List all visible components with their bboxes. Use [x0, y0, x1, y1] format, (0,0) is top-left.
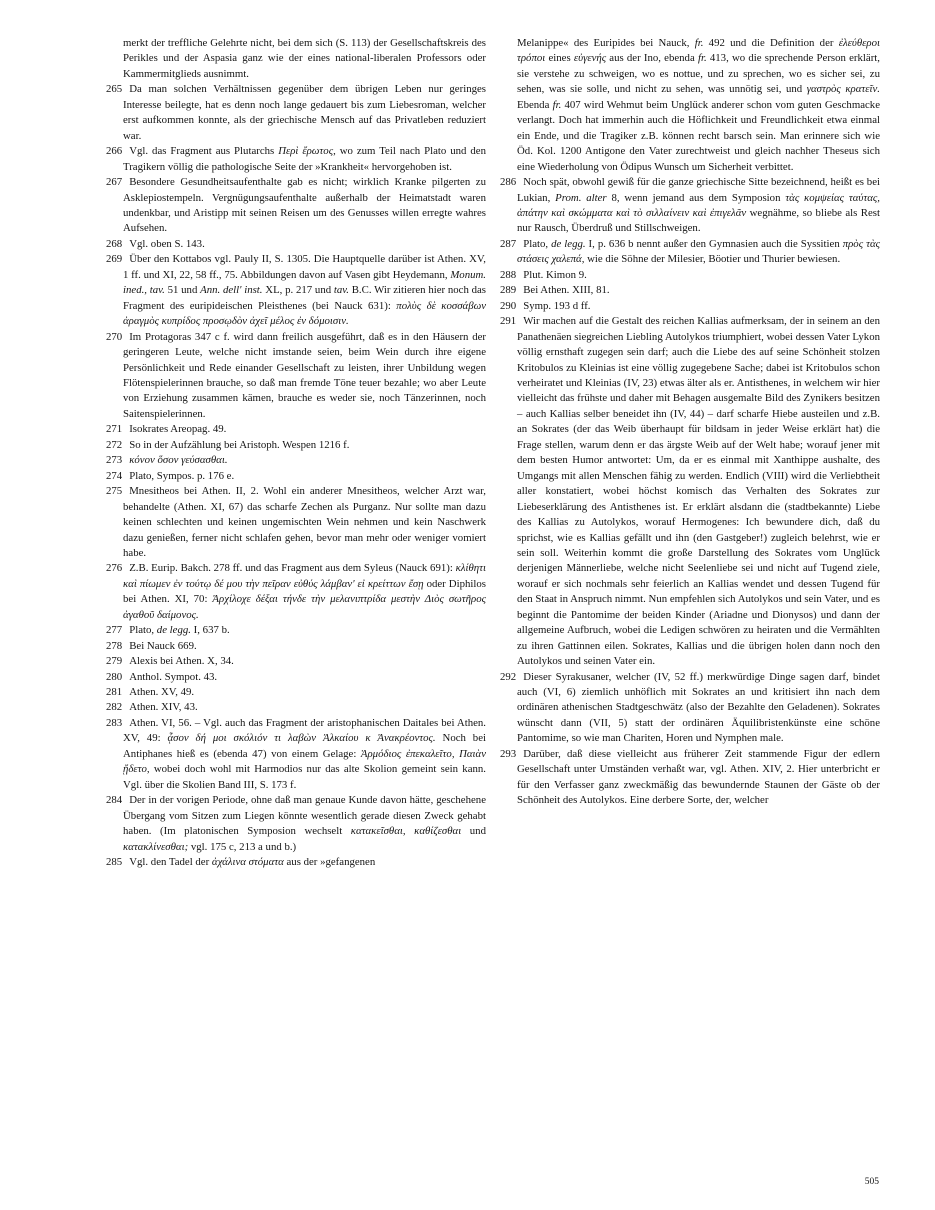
- note-text: So in der Aufzählung bei Aristoph. Wespen 1216 f.: [129, 438, 350, 451]
- note-number: 273: [106, 454, 123, 467]
- endnote-item: [106, 82, 486, 144]
- note-number: 281: [106, 686, 123, 699]
- endnote-item: [500, 314, 880, 669]
- endnote-item: [500, 299, 880, 314]
- endnote-item: [106, 330, 486, 423]
- endnote-item: [500, 268, 880, 283]
- note-text: Dieser Syrakusaner, welcher (IV, 52 ff.) merkwürdige Dinge sagen darf, bindet auch (VI, 6) ziemlich unhöflich mit Sokrates an und kritisiert ihn nach dem ordinären athenischen Stadtgeschwätz (also der Bezahlte den Geladenen). Sokrates wünscht dann (VII, 5) statt der ordinären Äquilibristenkünste eine schöne Pantomime, so wie man Chariten, Horen und Nymphen male.: [517, 670, 880, 745]
- endnote-item: [106, 685, 486, 700]
- endnote-item: [106, 252, 486, 329]
- note-text: Z.B. Eurip. Bakch. 278 ff. und das Fragment aus dem Syleus (Nauck 691): κλίθητι καὶ πίωμεν ἐν τούτῳ δέ μου τὴν πεῖραν εὐθύς λάμβαν' εἰ κρείττων ἔσῃ oder Diphilos bei Athen. XI, 70: Ἀρχίλοχε δέξαι τήνδε τὴν μελανιπτρίδα μεστὴν Διὸς σωτῆρος ἀγαθοῦ δαίμονος.: [123, 562, 486, 621]
- endnote-item: [106, 623, 486, 638]
- note-text: Alexis bei Athen. X, 34.: [129, 655, 234, 668]
- note-text: Bei Athen. XIII, 81.: [523, 284, 610, 297]
- note-text: Plut. Kimon 9.: [523, 268, 587, 281]
- note-number: 268: [106, 237, 123, 250]
- endnote-item: [500, 175, 880, 237]
- note-number: 285: [106, 856, 123, 869]
- endnote-item: [106, 855, 486, 870]
- note-number: 292: [500, 670, 517, 683]
- note-text: Vgl. das Fragment aus Plutarchs Περὶ ἔρωτος, wo zum Teil nach Plato und den Tragikern völlig die pathologische Seite der »Krankheit« hervorgehoben ist.: [123, 145, 486, 173]
- note-text: Vgl. oben S. 143.: [129, 237, 205, 250]
- endnote-item: [106, 422, 486, 437]
- endnote-item: [106, 716, 486, 793]
- note-number: 267: [106, 176, 123, 189]
- endnote-item: [106, 438, 486, 453]
- note-number: 265: [106, 83, 123, 96]
- note-text: Im Protagoras 347 c f. wird dann freilich ausgeführt, daß es in den Häusern der geringeren Leute, welche nicht imstande seien, beim Wein durch ihre eigene Persönlichkeit und Rede einander Gesellschaft zu leisten, ihrer Unbildung wegen Flötenspielerinnen brauche, so daß man fremde Töne teuer bezahle; wo aber Leute von Erziehung zusammen kämen, brauche es weder sie, noch Tänzerinnen, noch Saitenspielerinnen.: [123, 330, 486, 420]
- note-number: 274: [106, 469, 123, 482]
- note-number: 280: [106, 670, 123, 683]
- note-number: 291: [500, 315, 517, 328]
- note-text: Wir machen auf die Gestalt des reichen Kallias aufmerksam, der in seinem an den Panathenäen siegreichen Liebling Autolykos triumphiert, wobei dessen Vater Lykon völlig ernsthaft zugegen sein darf; auch die Liebe des auf seine Schönheit stolzen Kritobulos zu Kleinias ist eine völlig zugegebene Sache; dabei ist Kritobulos schon verheiratet und Kleinias (IV, 23) etwas älter als er. Antisthenes, in welchem wir hier vielleicht das frühste und daher mit Behagen ausgemalte Bild des Zynikers besitzen – auch Kallias selber beneidet ihn (IV, 44) – darf scharfe Hiebe austeilen und z.B. an Sokrates (der das Weib überhaupt für bildsam in jeder Weise erklärt hat) die Frage stellen, warum denn er das ärgste Weib auf der Welt habe; worauf jener mit dem besten Humor antwortet: Um, da er es einmal mit Xanthippe aushalte, des Umgangs mit allen Menschen fähig zu werden. Endlich (VIII) wird die Verliebtheit aller konstatiert, wobei höchst komisch das Verhalten des Sokrates zur Liebeserklärung des Antisthenes ist. Er erklärt alsdann die (stadtbekannte) Liebe des Kallias zu Autolykos, worauf Hermogenes: Ich bewundere dich, daß du sprichst, wie es Kallias gefällt und ihn (den Gastgeber!) zugleich belehrst, wie er sein soll. Weiterhin kommt die große Darstellung des Sokrates vom Unglück derjenigen Männerliebe, welche nicht Seelenliebe sei und nicht auf Tugend ziele, worauf er sich nochmals sehr feierlich an Kallias wendet und dessen Tugend für den Staat in Anspruch nimmt. Nun empfehlen sich Autolykos und sein Vater, und es beginnt die Pantomime der beiden Kinder (Ariadne und Dionysos) und dann der allgemeine Aufbruch, wobei die Ledigen schwören zu heiraten und die Vermählten zu ihren Gattinnen eilen. Sokrates, Kallias und die übrigen holen dann noch den Autolykos und seinen Vater ein.: [517, 315, 880, 668]
- note-text: Athen. XV, 49.: [129, 686, 195, 699]
- note-number: 290: [500, 299, 517, 312]
- note-number: 282: [106, 701, 123, 714]
- endnote-item: [106, 237, 486, 252]
- endnote-item: [106, 700, 486, 715]
- endnote-item: [106, 144, 486, 175]
- endnote-item: [106, 793, 486, 855]
- note-number: 284: [106, 794, 123, 807]
- note-text: Plato, de legg. I, 637 b.: [129, 624, 230, 637]
- note-number: 275: [106, 485, 123, 498]
- endnote-item: [106, 654, 486, 669]
- note-text: κόνον ὅσον γεύσασθαι.: [129, 454, 228, 467]
- note-number: 278: [106, 639, 123, 652]
- endnote-item: [106, 639, 486, 654]
- note-number: 287: [500, 237, 517, 250]
- note-number: 279: [106, 655, 123, 668]
- endnote-item: [106, 469, 486, 484]
- note-text: merkt der treffliche Gelehrte nicht, bei dem sich (S. 113) der Gesellschaftskreis des Perikles und der Aspasia ganz wie der eines national-liberalen Professors oder Kammermitglieds ausnimmt.: [123, 37, 486, 80]
- note-text: Noch spät, obwohl gewiß für die ganze griechische Sitte bezeichnend, heißt es bei Lukian, Prom. alter 8, wenn jemand aus dem Symposion τὰς κομψείας ταύτας, ἀπάτην καὶ σκώμματα καὶ τὸ σιλλαίνειν καὶ ἐπιγελᾶν wegnähme, so bliebe als Rest nur Rausch, Überdruß und Stillschweigen.: [517, 176, 880, 235]
- note-text: Bei Nauck 669.: [129, 639, 197, 652]
- note-number: 269: [106, 253, 123, 266]
- note-number: 272: [106, 438, 123, 451]
- note-number: 288: [500, 268, 517, 281]
- note-text: Plato, Sympos. p. 176 e.: [129, 469, 235, 482]
- endnote-continuation: [500, 36, 880, 175]
- endnote-item: [106, 484, 486, 561]
- note-text: Da man solchen Verhältnissen gegenüber dem übrigen Leben nur geringes Interesse beilegte, hat es denn noch lange gedauert bis zum Liebesroman, welcher erst aufkommen konnte, als der griechische Mensch auf das Privatleben reduziert war.: [123, 83, 486, 142]
- note-text: Anthol. Sympot. 43.: [129, 670, 218, 683]
- note-number: 283: [106, 716, 123, 729]
- endnote-item: [500, 237, 880, 268]
- text-columns: [106, 36, 879, 870]
- note-text: Darüber, daß diese vielleicht aus früherer Zeit stammende Figur der edlern Gesellschaft unter Umständen verhaßt war, vgl. Athen. XIV, 2. Hier unterbricht er für den Verfasser ganz zweckmäßig das bewundernde Staunen der Gäste ob der Schönheit des Autolykos. Eine derbere Sorte, der, welcher: [517, 747, 880, 807]
- note-number: 271: [106, 423, 123, 436]
- note-text: Plato, de legg. I, p. 636 b nennt außer den Gymnasien auch die Syssitien πρὸς τὰς στάσεις χαλεπά, wie die Söhne der Milesier, Böotier und Thurier bewiesen.: [517, 237, 880, 266]
- note-number: 277: [106, 624, 123, 637]
- note-text: Der in der vorigen Periode, ohne daß man genaue Kunde davon hätte, geschehene Übergang vom Sitzen zum Liegen könnte wesentlich gerade diesen Zweck gehabt haben. (Im platonischen Symposion wechselt κατακεῖσθαι, καθίζεσθαι und κατακλίνεσθαι; vgl. 175 c, 213 a und b.): [123, 794, 486, 853]
- left-column: [106, 36, 486, 870]
- endnote-item: [500, 747, 880, 809]
- right-column: [500, 36, 880, 870]
- endnote-item: [106, 453, 486, 468]
- endnote-item: [500, 670, 880, 747]
- note-number: 289: [500, 284, 517, 297]
- note-text: Symp. 193 d ff.: [523, 299, 591, 312]
- endnote-item: [106, 670, 486, 685]
- note-text: Mnesitheos bei Athen. II, 2. Wohl ein anderer Mnesitheos, welcher Arzt war, behandelte (Athen. XI, 67) das scharfe Zechen als Purganz. Nur sollte man dazu keinen schlechten und keinen ungemischten Wein nehmen und kein Naschwerk dazu genießen, ferner nicht schlafen gehen, bevor man mehr oder weniger vomiert habe.: [123, 485, 486, 559]
- note-text: Isokrates Areopag. 49.: [129, 423, 227, 436]
- note-text: Besondere Gesundheitsaufenthalte gab es nicht; wirklich Kranke pilgerten zu Asklepiostempeln. Vergnügungsaufenthalte außerhalb der Heimatstadt waren undenkbar, und Aristipp mit seinen Reisen um des Genusses willen erregte wahres Aufsehen.: [123, 176, 486, 235]
- note-text: Vgl. den Tadel der ἀχάλινα στόματα aus der »gefangenen: [129, 856, 376, 869]
- endnote-item: [500, 283, 880, 298]
- page-number: 505: [864, 1177, 879, 1187]
- note-number: 266: [106, 145, 123, 158]
- note-number: 276: [106, 562, 123, 575]
- note-text: Athen. XIV, 43.: [129, 701, 198, 714]
- note-text: Melanippe« des Euripides bei Nauck, fr. 492 und die Definition der ἐλεύθεροι τρόποι eines εὐγενής aus der Ino, ebenda fr. 413, wo die sprechende Person erklärt, sie verstehe zu schweigen, wo es nottue, und zu sprechen, wo es sicher sei, zu sehen, was sie solle, und nicht zu sehen, was unnötig sei, und γαστρὸς κρατεῖν. Ebenda fr. 407 wird Wehmut beim Unglück anderer schon vom guten Geschmacke verlangt. Doch hat immerhin auch die Höflichkeit und Freundlichkeit etwa einmal ein Ende, und die Tragiker z.B. können recht barsch sein. Man erinnere sich wie Öd. Kol. 1200 Antigone den Vater zurechtweist und gleich nachher Theseus sich eine Wiederholung von Ödipus Wunsch um Sicherheit verbittet.: [517, 37, 880, 173]
- endnote-item: [106, 175, 486, 237]
- note-number: 293: [500, 747, 517, 760]
- note-number: 286: [500, 176, 517, 189]
- endnote-continuation: [106, 36, 486, 82]
- note-number: 270: [106, 330, 123, 343]
- endnote-item: [106, 561, 486, 623]
- note-text: Athen. VI, 56. – Vgl. auch das Fragment der aristophanischen Daitales bei Athen. XV, 49: ᾆσον δή μοι σκόλιόν τι λαβὼν Ἀλκαίου κ Ἀνακρέοντος. Noch bei Antiphanes hieß es (ebenda 47) von einem Gelage: Ἁρμόδιος ἐπεκαλεῖτο, Παιὰν ᾔδετο, wobei doch wohl mit Harmodios nur das alte Skolion gemeint sein kann. Vgl. über die Skolien Band III, S. 173 f.: [123, 716, 486, 791]
- note-text: Über den Kottabos vgl. Pauly II, S. 1305. Die Hauptquelle darüber ist Athen. XV, 1 ff. und XI, 22, 58 ff., 75. Abbildungen davon auf Vasen gibt Heydemann, Monum. ined., tav. 51 und Ann. dell' inst. XL, p. 217 und tav. B.C. Wir zitieren hier noch das Fragment des euripideischen Pleisthenes (bei Nauck 631): πολὺς δὲ κοσσάβων ἀραγμὸς κυπρίδος προσῳδὸν ἀχεῖ μέλος ἐν δόμοισιν.: [123, 253, 486, 328]
